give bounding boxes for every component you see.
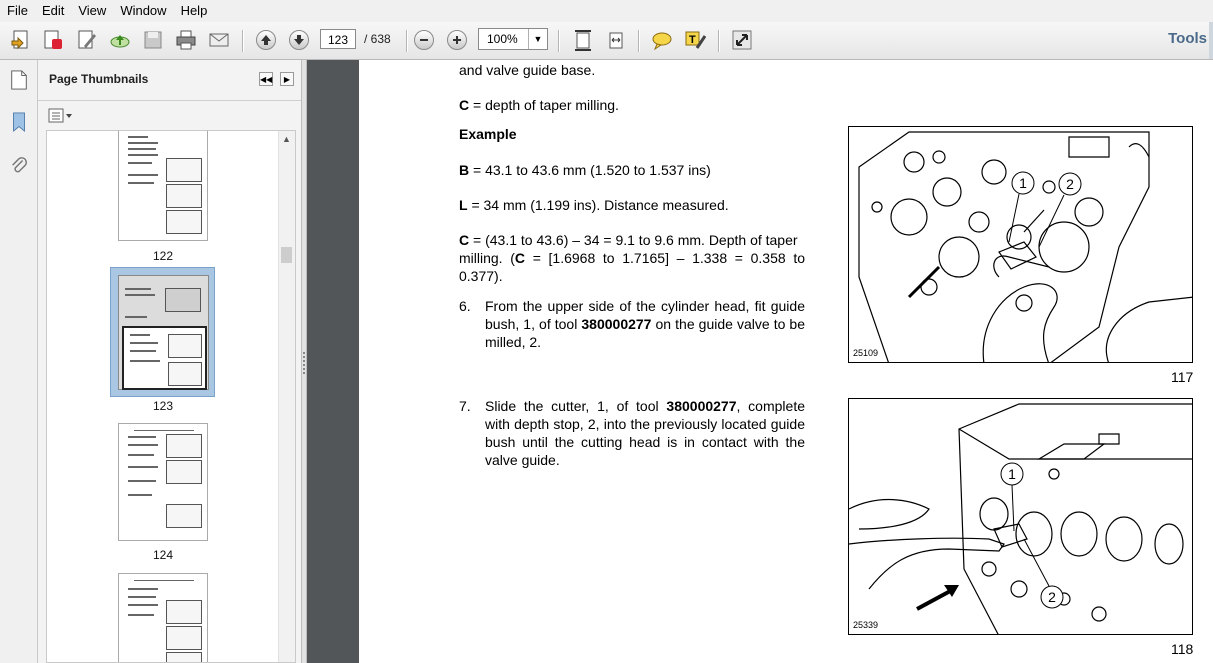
figure-number: 118 <box>1171 641 1194 657</box>
thumbnails-list[interactable] <box>46 130 296 663</box>
menu-window[interactable]: Window <box>120 3 167 18</box>
minus-icon <box>414 30 434 50</box>
fit-width-icon[interactable] <box>603 28 629 52</box>
zoom-value: 100% <box>487 32 518 46</box>
next-page-button[interactable] <box>286 28 312 52</box>
figure-code: 25339 <box>853 620 879 630</box>
thumbnail-page-selected[interactable] <box>110 267 215 397</box>
thumbnail-page[interactable] <box>118 130 208 241</box>
tools-button[interactable]: Tools <box>1168 30 1207 47</box>
document-view[interactable] <box>307 60 1213 663</box>
zoom-select[interactable] <box>478 28 548 50</box>
callout-2: 2 <box>1066 176 1074 192</box>
attachments-icon[interactable] <box>8 154 30 178</box>
thumbnail-page[interactable] <box>118 573 208 663</box>
thumbnail-options-icon[interactable] <box>48 108 74 124</box>
highlight-text-icon[interactable] <box>682 28 708 52</box>
menu-file[interactable]: File <box>7 3 28 18</box>
page-total: / 638 <box>364 32 391 46</box>
page-thumbnails-icon[interactable] <box>8 68 30 92</box>
save-icon[interactable] <box>140 28 166 52</box>
document-page: and valve guide base. C = depth of taper milling. Example B = 43.1 to 43.6 mm (1.520 to 1.537 ins) L = 34 mm (1.199 ins). Distance measured. C = (43.1 to 43.6) – 34 = 9.1 to 9.6 mm. Depth of taper milling. (C = [1.6968 to 1.7165] – 1.338 = 0.358 to 0.377). 6. From the upper side of the cylinder head, fit guide bush, 1, of tool 380000277 on the guide valve to be milled, 2. 7. Slide the cutter, 1, of tool 380000277, complete with depth stop, 2, into the previously located guide bush until the cutting head is in contact with the valve guide. 1 2 25109 117 1 2 25339 118 <box>359 60 1213 663</box>
l-value-line: L = 34 mm (1.199 ins). Distance measured. <box>459 197 729 213</box>
collapse-panel-icon[interactable]: ◀◀ <box>259 72 273 86</box>
c-calculation: C = (43.1 to 43.6) – 34 = 9.1 to 9.6 mm. Depth of taper milling. (C = [1.6968 to 1.7165] – 1.338 = 0.358 to 0.377). <box>459 232 806 284</box>
thumbnail-page[interactable] <box>118 423 208 541</box>
figure-118-illustration <box>848 398 1193 635</box>
print-icon[interactable] <box>173 28 199 52</box>
callout-1: 1 <box>1008 466 1016 482</box>
thumbnail-label: 122 <box>152 249 174 263</box>
navigation-pane-strip <box>0 60 38 663</box>
b-value-line: B = 43.1 to 43.6 mm (1.520 to 1.537 ins) <box>459 162 711 178</box>
menu-edit[interactable]: Edit <box>41 3 65 18</box>
edit-document-icon[interactable] <box>74 28 100 52</box>
panel-title: Page Thumbnails <box>49 72 149 86</box>
bookmarks-icon[interactable] <box>8 110 30 134</box>
thumbnails-panel <box>38 60 301 663</box>
previous-page-button[interactable] <box>253 28 279 52</box>
expand-icon[interactable] <box>729 28 755 52</box>
menu-view[interactable]: View <box>78 3 107 18</box>
scroll-up-icon[interactable]: ▲ <box>282 134 291 144</box>
cylinder-head-illustration <box>849 399 1193 635</box>
zoom-out-button[interactable] <box>411 28 437 52</box>
email-icon[interactable] <box>206 28 232 52</box>
c-definition: C = depth of taper milling. <box>459 97 619 113</box>
text-line: and valve guide base. <box>459 62 596 78</box>
callout-2: 2 <box>1048 589 1056 605</box>
combine-files-icon[interactable] <box>40 28 66 52</box>
thumbnails-scrollbar[interactable] <box>278 131 295 663</box>
comment-icon[interactable] <box>649 28 675 52</box>
arrow-up-icon <box>256 30 276 50</box>
menu-help[interactable]: Help <box>180 3 208 18</box>
plus-icon <box>447 30 467 50</box>
cylinder-head-illustration <box>849 127 1193 363</box>
figure-117-illustration <box>848 126 1193 363</box>
figure-number: 117 <box>1171 369 1194 385</box>
thumbnail-label: 123 <box>152 399 174 413</box>
arrow-down-icon <box>289 30 309 50</box>
menu-bar <box>0 0 1213 23</box>
page-number-input[interactable]: 123 <box>320 29 356 49</box>
figure-code: 25109 <box>853 348 879 358</box>
thumbnail-label: 124 <box>152 548 174 562</box>
upload-cloud-icon[interactable] <box>107 28 133 52</box>
chevron-right-icon[interactable]: ▶ <box>280 72 294 86</box>
create-pdf-icon[interactable] <box>8 28 34 52</box>
zoom-in-button[interactable] <box>444 28 470 52</box>
scrollbar-thumb[interactable] <box>281 247 292 263</box>
svg-text:T: T <box>689 34 696 46</box>
example-heading: Example <box>459 126 517 142</box>
chevron-down-icon[interactable]: ▼ <box>528 29 547 49</box>
thumbnails-header <box>38 60 301 101</box>
callout-1: 1 <box>1019 175 1027 191</box>
fit-page-icon[interactable] <box>570 28 596 52</box>
